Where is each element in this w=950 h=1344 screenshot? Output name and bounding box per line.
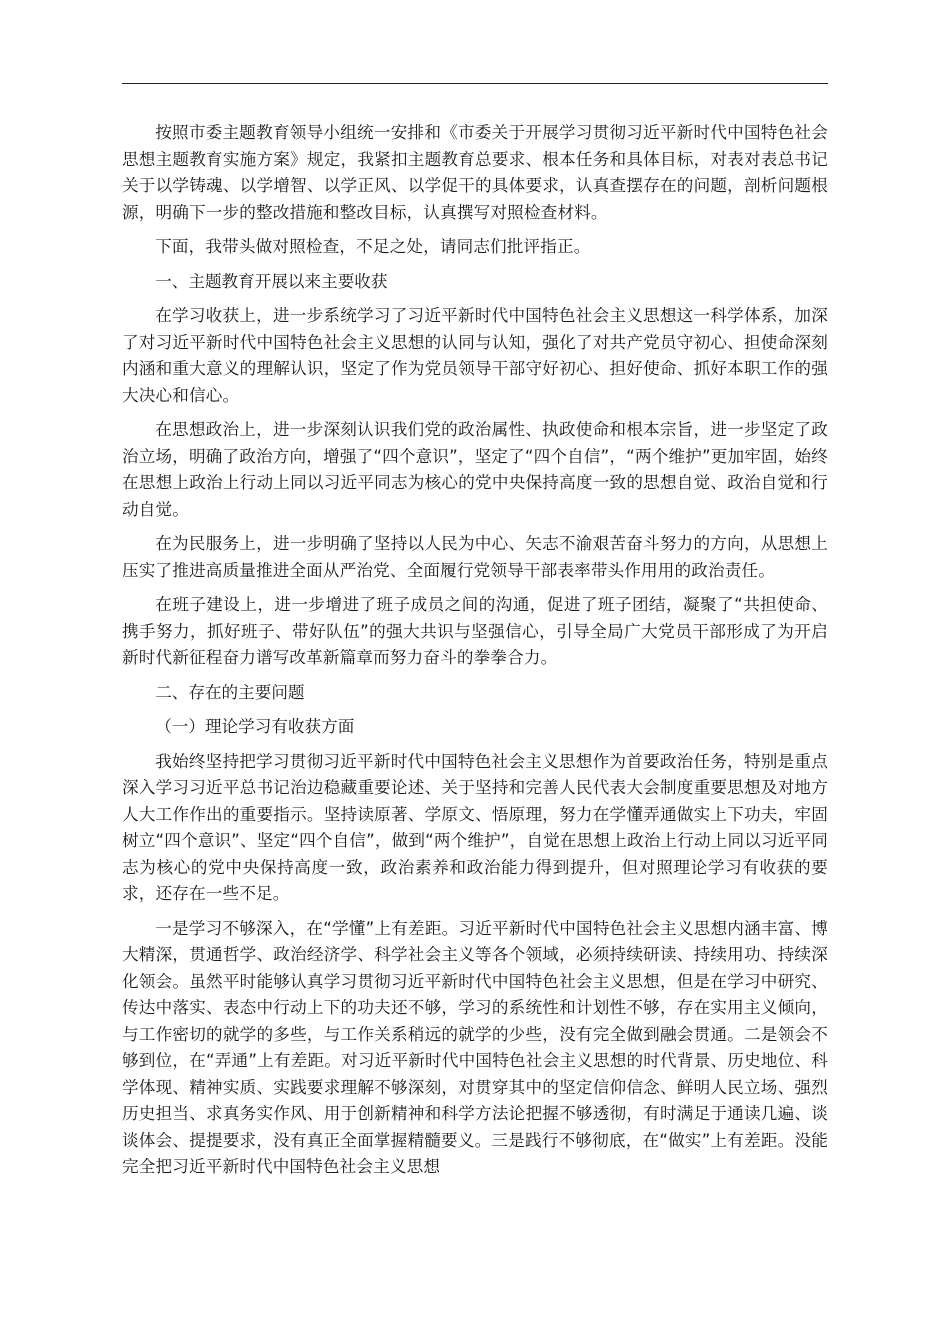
subsection-heading-1: （一）理论学习有收获方面 (155, 717, 355, 736)
political-thought-paragraph: 在思想政治上，进一步深刻认识我们党的政治属性、执政使命和根本宗旨，进一步坚定了政治立场，明确了政治方向，增强了“四个意识”，坚定了“四个自信”，“两个维护”更加牢固，始终在思想上政治上行动上同以习近平同志为核心的党中央保持高度一致的思想自觉、政治自觉和行动自觉。 (122, 420, 828, 519)
header-rule (122, 83, 828, 84)
intro-paragraph: 按照市委主题教育领导小组统一安排和《市委关于开展学习贯彻习近平新时代中国特色社会思想主题教育实施方案》规定，我紧扣主题教育总要求、根本任务和具体目标，对表对表总书记关于以学铸魂、以学增智、以学正风、以学促干的具体要求，认真查摆存在的问题，剖析问题根源，明确下一步的整改措施和整改目标，认真撰写对照检查材料。 (122, 123, 828, 222)
document-body (122, 120, 828, 1189)
section-heading-2: 二、存在的主要问题 (155, 682, 305, 702)
theory-study-paragraph: 我始终坚持把学习贯彻习近平新时代中国特色社会主义思想作为首要政治任务，特别是重点深入学习习近平总书记治边稳藏重要论述、关于坚持和完善人民代表大会制度重要思想及对地方人大工作作出的重要指示。坚持读原著、学原文、悟原理，努力在学懂弄通做实上下功夫，牢固树立“四个意识”、坚定“四个自信”，做到“两个维护”，自觉在思想上政治上行动上同以习近平同志为核心的党中央保持高度一致，政治素养和政治能力得到提升，但对照理论学习有收获的要求，还存在一些不足。 (122, 751, 828, 903)
serving-people-paragraph: 在为民服务上，进一步明确了坚持以人民为中心、矢志不渝艰苦奋斗努力的方向，从思想上压实了推进高质量推进全面从严治党、全面履行党领导干部表率带头作用用的政治责任。 (122, 534, 828, 580)
opening-remark: 下面，我带头做对照检查，不足之处，请同志们批评指正。 (155, 237, 591, 256)
learning-gains-paragraph: 在学习收获上，进一步系统学习了习近平新时代中国特色社会主义思想这一科学体系，加深了对习近平新时代中国特色社会主义思想的认同与认知，强化了对共产党员守初心、担使命深刻内涵和重大意义的理解认识，坚定了作为党员领导干部守好初心、担好使命、抓好本职工作的强大决心和信心。 (122, 306, 828, 405)
section-heading-1: 一、主题教育开展以来主要收获 (155, 271, 388, 291)
team-building-paragraph: 在班子建设上，进一步增进了班子成员之间的沟通，促进了班子团结，凝聚了“共担使命、携手努力，抓好班子、带好队伍”的强大共识与坚强信心，引导全局广大党员干部形成了为开启新时代新征程奋力谱写改革新篇章而努力奋斗的拳拳合力。 (122, 595, 828, 667)
shortcomings-paragraph: 一是学习不够深入，在“学懂”上有差距。习近平新时代中国特色社会主义思想内涵丰富、博大精深，贯通哲学、政治经济学、科学社会主义等各个领域，必须持续研读、持续用功、持续深化领会。虽然平时能够认真学习贯彻习近平新时代中国特色社会主义思想，但是在学习中研究、传达中落实、表态中行动上下的功夫还不够，学习的系统性和计划性不够，存在实用主义倾向，与工作密切的就学的多些，与工作关系稍远的就学的少些，没有完全做到融会贯通。二是领会不够到位，在“弄通”上有差距。对习近平新时代中国特色社会主义思想的时代背景、历史地位、科学体现、精神实质、实践要求理解不够深刻，对贯穿其中的坚定信仰信念、鲜明人民立场、强烈历史担当、求真务实作风、用于创新精神和科学方法论把握不够透彻，有时满足于通读几遍、谈谈体会、提提要求，没有真正全面掌握精髓要义。三是践行不够彻底，在“做实”上有差距。没能完全把习近平新时代中国特色社会主义思想 (122, 918, 828, 1176)
